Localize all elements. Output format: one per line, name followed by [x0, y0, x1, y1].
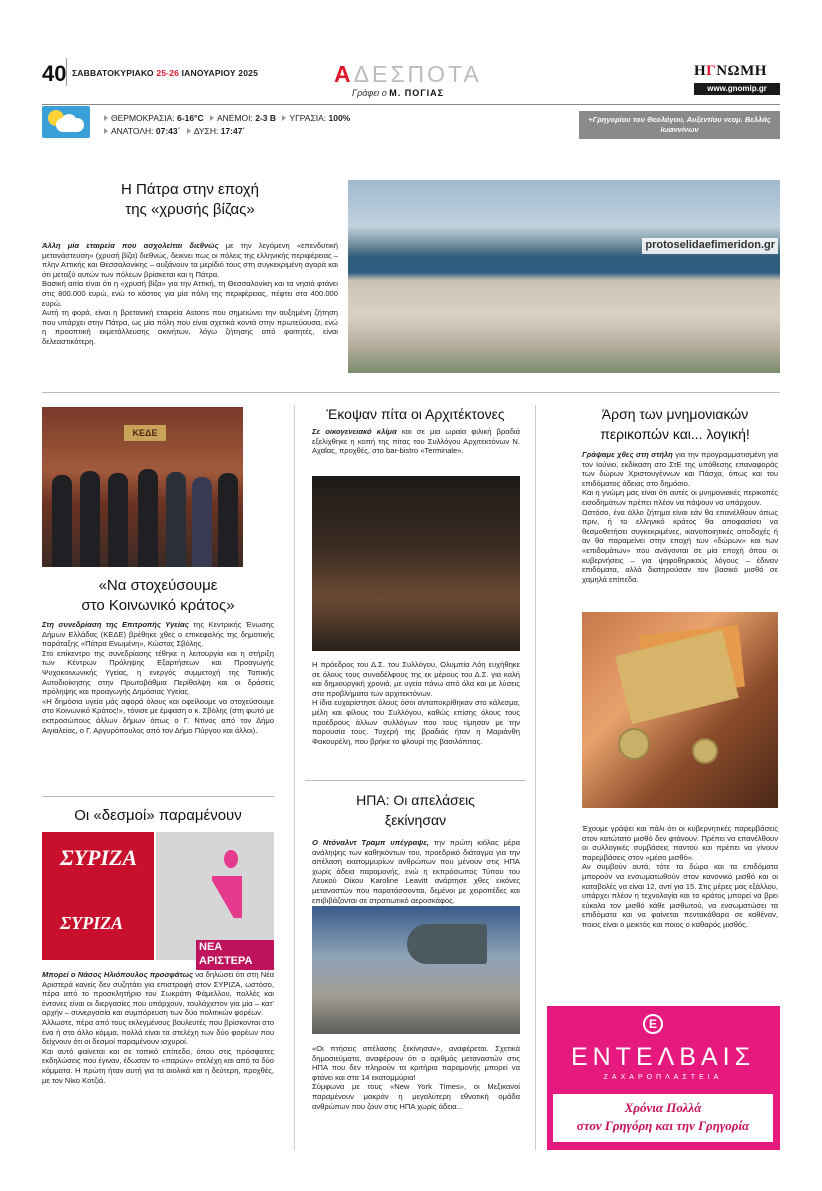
architects-body: Η πρόεδρος του Δ.Σ. του Συλλόγου, Ολυμπία Λόη ευχήθηκε σε όλους τους συναδέλφους της εκ μέρους του Δ.Σ. για καλή και δημιουργική χρονιά, με υγεία πάνω από όλα και με λύσεις στα προβλήματα των αρχιτεκτόνων. Η ίδια ευχαρίστησε όλους όσοι ανταποκρίθηκαν στο κάλεσμα, μέλη και φίλους του Συλλόγου, καθώς επίσης όλους τους προέδρους άλλων συλλόγων που τους τίμησαν με την παρουσία τους. Τυχερή της βραδιάς ήταν η Μαριάνθη Φακουρέλη, που βρήκε το φλουρί της βασιλόπιτας.: [312, 660, 520, 746]
patra-headline: Η Πάτρα στην εποχή της «χρυσής βίζας»: [121, 181, 259, 218]
kede-meeting-photo: [42, 407, 243, 567]
column-rule: [535, 405, 536, 1150]
ad-wish: Χρόνια Πολλά στον Γρηγόρη και την Γρηγορία: [553, 1094, 773, 1142]
sun-cloud-icon: [42, 106, 90, 138]
architects-headline: Έκοψαν πίτα οι Αρχιτέκτονες: [326, 406, 505, 422]
deportation-flight-photo: [312, 906, 520, 1034]
nea-aristera-logo: ΝΕΑ ΑΡΙΣΤΕΡΑ: [196, 940, 274, 970]
patra-city-photo: [348, 180, 780, 373]
column-byline: Γράφει ο Μ. ΠΟΓΙΑΣ: [352, 88, 445, 98]
column-rule: [294, 405, 295, 1150]
syriza-logo: ΣΥΡΙΖΑ: [60, 913, 124, 933]
section-divider: [42, 392, 780, 393]
memo-cuts-body: Έχουμε γράψει και πάλι ότι οι κυβερνητικές παρεμβάσεις στον κατώτατο μισθό δεν φτάνουν. Πρέπει να επανέλθουν οι συλλογικές συμβάσεις παντού και πρέπει να γίνουν παρεμβάσεις στον «μέσο μισθό». Αν συμβούν αυτά, τότε τα δώρα και τα επιδόματα μπορούν να ενσωματωθούν στον κανονικό μισθό και οι καταβολές να είναι 12, αντί για 15. Στις μέρες μας εξάλλου, υπάρχει πλέον η τεχνολογία και το κράτος μπορεί να βρει εύκολα τον μισθό κάθε μισθωτού, να ενσωματώσει τα επιδόματα και να φαίνεται πεντακάθαρα σε καθέναν, ποιος είναι ο μεικτός και ποιος ο καθαρός μισθός.: [582, 824, 778, 929]
page-number: 40: [42, 61, 67, 86]
desmoi-body: Μπορεί ο Νάσος Ηλιόπουλος προσφάτως να δηλώσει ότι στη Νέα Αριστερά κανείς δεν συζητάει για επιστροφή στον ΣΥΡΙΖΑ, ωστόσο, πέρα από το προσκλητήριο του Σωκράτη Φάμελλου, πολλές και έντονες είναι οι διεργασίες που υπάρχουν, τουλάχιστον για μία – κατ' αρχήν – συνεργασία και συμπόρευση των δύο πολιτικών φορέων. Άλλωστε, πέρα από τους εκλεγμένους βουλευτές που βρίσκονται στο ένα ή στο άλλο κόμμα, πολλά είναι τα στελέχη των δύο φορέων που δείχνουν ότι οι δεσμοί παραμένουν ισχυροί. Και αυτό φαίνεται και σε τοπικό επίπεδο, όπου στις πρόσφατες εκδηλώσεις που έγιναν, έδωσαν το «παρών» στελέχη και από τα δύο κόμματα. Η πρώτη ήταν αυτή για τα αιολικά και η δεύτερη, προχθές, με τον Νίκο Κοτζιά.: [42, 970, 274, 1085]
issue-date: ΣΑΒΒΑΤΟΚΥΡΙΑΚΟ 25-26 ΙΑΝΟΥΑΡΙΟΥ 2025: [72, 68, 259, 78]
usa-body-top: Ο Ντόναλντ Τραμπ υπέγραψε, την πρώτη κιόλας μέρα ανάληψης των καθηκόντων του, προεδρικό διάταγμα για την απέλαση εκατομμυρίων ανθρώπων που μένουν στις ΗΠΑ χωρίς άδεια παραμονής, ενώ η εκπρόσωπος Τύπου του Λευκού Οίκου Karoline Leavitt ανάρτησε χθες εικόνες μεταναστών που παρατάσσονται, δεμένοι με χειροπέδες και επιβιβάζονται σε στρατιωτικό αεροσκάφος.: [312, 838, 520, 905]
ad-subtitle: ΖΑΧΑΡΟΠΛΑΣΤΕΙΑ: [603, 1074, 723, 1081]
photo-watermark: protoselidaefimeridon.gr: [642, 238, 778, 254]
architects-lead: Σε οικογενειακό κλίμα και σε μια ωραία φιλική βραδιά εξελίχθηκε η κοπή της πίτας του Συλλόγου Αρχιτεκτόνων Ν. Αχαΐας, προχθές, στο bar-bistro «Terminale».: [312, 427, 520, 456]
euro-wallet-photo: [582, 612, 778, 808]
entelvais-logo-icon: E: [643, 1014, 663, 1034]
kede-headline: «Να στοχεύσουμε στο Κοινωνικό κράτος»: [81, 577, 235, 614]
header-divider: [66, 58, 67, 86]
syriza-logo: ΣΥΡΙΖΑ: [60, 845, 138, 870]
usa-headline: ΗΠΑ: Οι απελάσεις ξεκίνησαν: [356, 792, 475, 828]
name-day-box: +Γρηγορίου του Θεολόγου, Αυξεντίου νεομ. Βελλάς Ιωαννίνων: [579, 111, 780, 139]
architects-party-photo: [312, 476, 520, 651]
kede-banner: ΚΕΔΕ: [124, 425, 166, 441]
header-rule: [42, 104, 780, 105]
newspaper-url[interactable]: www.gnomip.gr: [694, 83, 780, 95]
desmoi-headline: Οι «δεσμοί» παραμένουν: [74, 807, 242, 824]
newspaper-logo: ΗΓΝΩΜΗ: [694, 63, 767, 79]
weather-row-2: ΑΝΑΤΟΛΗ: 07:43΄ ΔΥΣΗ: 17:47΄: [100, 126, 245, 137]
memo-cuts-headline: Άρση των μνημονιακών περικοπών και... λογική!: [600, 406, 750, 442]
nea-aristera-photo: [156, 832, 274, 967]
section-divider: [42, 796, 274, 797]
usa-body: «Οι πτήσεις απέλασης ξεκίνησαν», αναφέρεται. Σχετικά δημοσιεύματα, αναφέρουν ότι ο αριθμός μεταναστών στις ΗΠΑ που δεν πληρούν τα κριτήρια παραμονής μπορεί να φτάνει και στα 14 εκατομμύρια! Σύμφωνα με τους «New York Times», οι Μεξικανοί παραμένουν μακράν η μεγαλύτερη εθνοτική ομάδα ανθρώπων που ζουν στις ΗΠΑ χωρίς άδεια...: [312, 1044, 520, 1111]
weather-row-1: ΘΕΡΜΟΚΡΑΣΙΑ: 6-16°C ΑΝΕΜΟΙ: 2-3 B ΥΓΡΑΣΙΑ: 100%: [100, 113, 350, 124]
entelvais-advertisement[interactable]: [547, 1006, 780, 1150]
section-title: ΑΔΕΣΠΟΤΑ: [334, 61, 482, 87]
memo-cuts-body-top: Γράψαμε χθες στη στήλη για την προγραμματισμένη για τον Ιούνιο, εκδίκαση στο ΣτΕ της υπόθεσης επαναφοράς των δώρων Χριστουγέννων και Πάσχα, όπως και του επιδόματος άδειας στο δημόσιο. Και η γνώμη μας είναι ότι αυτές οι μνημονιακές περικοπές εισοδημάτων πρέπει πλέον να πάψουν να υπάρχουν. Ωστόσο, ένα άλλο ζήτημα είναι εάν θα επανέλθουν όπως πριν, ή το ελληνικό κράτος θα αποφασίσει να θεσμοθετήσει συγκεκριμένες, ικανοποιητικές αποδοχές ή αν θα παραμείνει στην εποχή των «δώρων» και των «επιδομάτων» που ανάγονται σε μία εποχή όπου οι κυβερνήσεις – για ψηφοθηρικούς λόγους – έδιναν επιδόματα, αλλά διατηρούσαν τον βασικό μισθό σε χαμηλά επίπεδα.: [582, 450, 779, 584]
section-divider: [305, 780, 526, 781]
syriza-photo: [42, 832, 154, 960]
patra-body: Άλλη μία εταιρεία που ασχολείται διεθνώς με την λεγόμενη «επενδυτική μετανάστευση» (χρυσή βίζα) διεθνώς, δεικνει πως οι πόλεις της ελληνικής περιφέρειας – πλην Αττικής και Θεσσαλονίκης – αυξάνουν τα μερίδιό τους στη συγκεκριμένη αγορά και ότι μεταξύ αυτών των πόλεων βρίσκεται και η Πάτρα. Βασική αιτία είναι ότι η «χρυσή βίζα» για την Αττική, τη Θεσσαλονίκη και τα νησιά φτάνει στις 800.000 ευρώ, ενώ το κόστος για μία πόλη της περιφέρειας, πέφτει στα 400.000 ευρώ. Αυτή τη φορά, είναι η βρετανική εταιρεία Astons που σημειώνει την αυξημένη ζήτηση που υπάρχει στην Πάτρα, ως μία πόλη που είναι σχετικά κοντά στην πρωτεύουσα, ενώ η προοπτική εκμετάλλευσης ακινήτων, λόγω ζήτησης από φοιτητές, είναι δελεαστικότερη.: [42, 241, 338, 346]
kede-body: Στη συνεδρίαση της Επιτροπής Υγείας της Κεντρικής Ένωσης Δήμων Ελλάδας (ΚΕΔΕ) βρέθηκε χθες ο επικεφαλής της δημοτικής παράταξης «Πάτρα Ενωμένη», Κώστας Σβόλης. Στο επίκεντρο της συνεδρίασης τέθηκε η λειτουργία και η στήριξη των Κέντρων Πρόληψης Εξαρτήσεων και Προαγωγής Ψυχοκοινωνικής Υγείας, η ενεργός συμμετοχή της Τοπικής Αυτοδιοίκησης στην Πρωτοβάθμια Περίθαλψη και οι δράσεις πρόληψης και προαγωγής Δημόσιας Υγείας. «Η δημόσια υγεία μάς αφορά όλους και οφείλουμε να στοχεύσουμε στο Κοινωνικό Κράτος!», τόνισε με έμφαση ο κ. Σβόλης (στη φωτό με εκπροσώπους άλλων δήμων όπως ο Γ. Ντίνος από τον Δήμο Αιγιαλείας, ο Γ. Αργυρόπουλος από τον Δήμο Πύργου και άλλοι).: [42, 620, 274, 735]
ad-brand-name: ΕΝΤΕΛΒΑΙΣ: [570, 1043, 756, 1071]
